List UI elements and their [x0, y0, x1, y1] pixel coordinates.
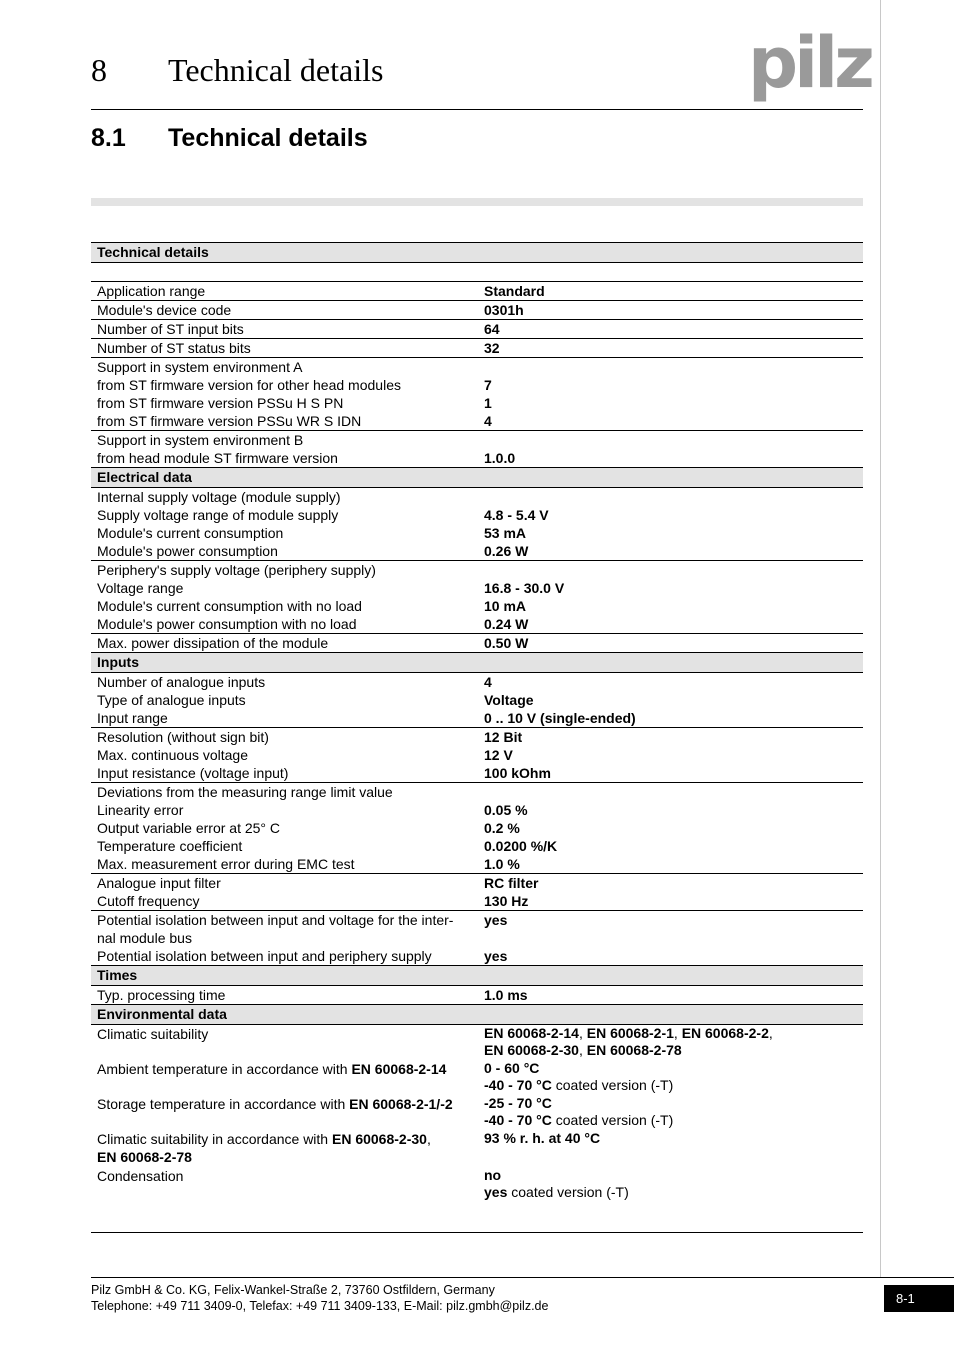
label-text: Storage temperature in accordance with: [97, 1096, 350, 1112]
standard: EN 60068-2-2: [681, 1025, 769, 1041]
value-text: 12 Bit: [484, 729, 523, 745]
standard: EN 60068-2-30: [484, 1042, 579, 1058]
section-header-label: Environmental data: [91, 1005, 863, 1025]
row-value: [478, 358, 863, 377]
table-row: [91, 764, 863, 783]
row-label: Number of analogue inputs: [97, 674, 266, 690]
row-label: Potential isolation between input and periphery supply: [91, 947, 478, 966]
value-text: 0.50 W: [484, 635, 529, 651]
pilz-logo: pilz: [748, 22, 871, 104]
table-section-header: [91, 653, 863, 673]
value-text: 1.0.0: [484, 450, 516, 466]
value-text: 0.05 %: [484, 802, 528, 818]
table-section-header: [91, 243, 863, 263]
row-value: [478, 615, 863, 634]
row-value: [478, 837, 863, 855]
separator: ,: [578, 1042, 587, 1058]
row-label: [91, 1130, 478, 1167]
row-label: [91, 1025, 478, 1061]
row-label: Module's power consumption with no load: [91, 615, 478, 634]
row-label: [91, 1060, 478, 1095]
section-number: 8.1: [91, 124, 126, 152]
technical-details-table: [91, 242, 863, 1202]
table-row: [91, 1167, 863, 1202]
row-label: Support in system environment B: [97, 432, 304, 448]
row-label: Potential isolation between input and voltage for the inter-nal module bus: [97, 912, 454, 946]
value-text: no: [484, 1167, 502, 1183]
table-row: [91, 837, 863, 855]
row-label: Module's device code: [91, 301, 478, 320]
value-text: 0 - 60 °C: [484, 1060, 540, 1076]
table-row: [91, 855, 863, 874]
row-value: [478, 431, 863, 450]
value-text: 4.8 - 5.4 V: [484, 507, 549, 523]
value-text: 64: [484, 321, 500, 337]
row-value: [478, 542, 863, 561]
row-value: [478, 874, 863, 893]
value-text: yes: [484, 948, 508, 964]
row-label: Input range: [91, 709, 478, 728]
row-label: Supply voltage range of module supply: [97, 507, 339, 523]
value-text: 16.8 - 30.0 V: [484, 580, 565, 596]
row-value: [478, 819, 863, 837]
table-row: [91, 358, 863, 377]
table-row: [91, 579, 863, 597]
row-value: [478, 488, 863, 507]
row-value: [478, 561, 863, 580]
table-row: [91, 986, 863, 1005]
row-value: [478, 449, 863, 468]
table-row: [91, 431, 863, 450]
table-row: [91, 634, 863, 653]
table-row: [91, 320, 863, 339]
section-title: Technical details: [168, 124, 368, 152]
value-text: 0.0200 %/K: [484, 838, 558, 854]
value-text: -25 - 70 °C: [484, 1095, 552, 1111]
table-row: [91, 892, 863, 911]
row-value: [478, 1130, 863, 1167]
value-text: 4: [484, 413, 492, 429]
table-row: [91, 561, 863, 580]
table-row: [91, 449, 863, 468]
table-row: [91, 728, 863, 747]
row-label: Input resistance (voltage input): [91, 764, 478, 783]
value-text: 0.24 W: [484, 616, 529, 632]
row-value: [478, 1060, 863, 1095]
table-section-header: [91, 1005, 863, 1025]
table-row: [91, 1060, 863, 1095]
value-text: 0 .. 10 V (single-ended): [484, 710, 636, 726]
row-value: [478, 801, 863, 819]
table-row: [91, 819, 863, 837]
label-text: Climatic suitability: [97, 1026, 209, 1042]
separator: ,: [426, 1131, 431, 1147]
label-text: Condensation: [97, 1168, 184, 1184]
row-label: Internal supply voltage (module supply): [97, 489, 341, 505]
value-note: coated version (-T): [507, 1184, 629, 1200]
row-label: Output variable error at 25° C: [97, 820, 281, 836]
footer-contact: Telephone: +49 711 3409-0, Telefax: +49 711 3409-133, E-Mail: pilz.gmbh@pilz.de: [91, 1299, 549, 1313]
row-value: [478, 746, 863, 764]
standard: EN 60068-2-78: [97, 1149, 192, 1165]
row-value: [478, 634, 863, 653]
label-text: Climatic suitability in accordance with: [97, 1131, 332, 1147]
row-label: Type of analogue inputs: [97, 692, 246, 708]
row-label: Temperature coefficient: [97, 838, 243, 854]
row-label: from ST firmware version for other head modules: [97, 377, 401, 393]
row-value: [478, 1025, 863, 1061]
value-text: 100 kOhm: [484, 765, 551, 781]
table-row: [91, 524, 863, 542]
row-value: [478, 911, 863, 948]
row-value: [478, 282, 863, 301]
footer-rule: [91, 1277, 954, 1278]
right-margin-line: [880, 0, 881, 1277]
row-value: [478, 986, 863, 1005]
value-text: 0301h: [484, 302, 524, 318]
table-row: [91, 301, 863, 320]
row-label: Max. measurement error during EMC test: [91, 855, 478, 874]
value-text: Voltage: [484, 692, 534, 708]
standard: EN 60068-2-1: [586, 1025, 674, 1041]
table-row: [91, 394, 863, 412]
standard: EN 60068-2-30: [331, 1131, 427, 1147]
separator: ,: [768, 1025, 773, 1041]
row-label: Max. continuous voltage: [97, 747, 248, 763]
value-note: coated version (-T): [551, 1112, 674, 1128]
value-text: RC filter: [484, 875, 539, 891]
row-value: [478, 947, 863, 966]
row-label: [91, 1167, 478, 1202]
value-text: 130 Hz: [484, 893, 529, 909]
row-value: [478, 524, 863, 542]
table-row: [91, 542, 863, 561]
row-label: Support in system environment A: [97, 359, 303, 375]
row-value: [478, 506, 863, 524]
section-header-label: Technical details: [91, 243, 863, 263]
standard: EN 60068-2-14: [484, 1025, 579, 1041]
separator: ,: [578, 1025, 587, 1041]
table-row: [91, 801, 863, 819]
value-text: yes: [484, 1184, 508, 1200]
row-value: [478, 376, 863, 394]
page-number: 8-1: [884, 1285, 954, 1312]
value-text: 10 mA: [484, 598, 527, 614]
value-text: 53 mA: [484, 525, 527, 541]
table-row: [91, 1130, 863, 1167]
section-header-label: Inputs: [91, 653, 863, 673]
row-value: [478, 597, 863, 615]
row-label: Deviations from the measuring range limit value: [97, 784, 393, 800]
row-label: from ST firmware version PSSu H S PN: [97, 395, 344, 411]
row-label: Linearity error: [97, 802, 184, 818]
value-text: yes: [484, 912, 508, 928]
row-value: [478, 855, 863, 874]
value-text: -40 - 70 °C: [484, 1077, 552, 1093]
row-label: from ST firmware version PSSu WR S IDN: [91, 412, 478, 431]
table-row: [91, 1095, 863, 1130]
value-text: Standard: [484, 283, 545, 299]
table-row: [91, 746, 863, 764]
section-header-label: Electrical data: [91, 468, 863, 488]
row-value: [478, 320, 863, 339]
table-bottom-rule: [91, 1232, 863, 1233]
row-value: [478, 728, 863, 747]
table-row: [91, 597, 863, 615]
separator-bar: [91, 198, 863, 206]
row-label: Module's current consumption with no load: [97, 598, 362, 614]
table-section-header: [91, 468, 863, 488]
table-row: [91, 282, 863, 301]
row-label: Max. power dissipation of the module: [91, 634, 478, 653]
value-text: 1.0 ms: [484, 987, 528, 1003]
table-row: [91, 874, 863, 893]
table-row: [91, 412, 863, 431]
row-label: Voltage range: [97, 580, 184, 596]
row-label: Typ. processing time: [91, 986, 478, 1005]
header-rule: [91, 109, 863, 110]
row-value: [478, 412, 863, 431]
row-value: [478, 1167, 863, 1202]
row-value: [478, 579, 863, 597]
table-row: [91, 911, 863, 948]
table-row: [91, 783, 863, 802]
row-label: Resolution (without sign bit): [97, 729, 269, 745]
row-label: Periphery's supply voltage (periphery supply): [97, 562, 376, 578]
row-value: [478, 709, 863, 728]
table-section-header: [91, 966, 863, 986]
row-label: from head module ST firmware version: [91, 449, 478, 468]
row-value: [478, 1095, 863, 1130]
separator: ,: [673, 1025, 682, 1041]
value-note: coated version (-T): [551, 1077, 674, 1093]
table-row: [91, 615, 863, 634]
standard: EN 60068-2-14: [351, 1061, 447, 1077]
section-header-label: Times: [91, 966, 863, 986]
value-text: 7: [484, 377, 492, 393]
value-text: 0.26 W: [484, 543, 529, 559]
table-row: [91, 488, 863, 507]
value-text: 1.0 %: [484, 856, 520, 872]
value-text: 12 V: [484, 747, 513, 763]
standard: EN 60068-2-78: [586, 1042, 682, 1058]
row-value: [478, 783, 863, 802]
row-value: [478, 339, 863, 358]
table-row: [91, 376, 863, 394]
row-value: [478, 691, 863, 709]
row-label: Number of ST input bits: [91, 320, 478, 339]
row-label: Application range: [91, 282, 478, 301]
table-row: [91, 506, 863, 524]
value-text: 1: [484, 395, 492, 411]
chapter-title: Technical details: [168, 52, 384, 88]
row-label: Analogue input filter: [97, 875, 221, 891]
row-label: Number of ST status bits: [91, 339, 478, 358]
row-value: [478, 764, 863, 783]
table-row: [91, 691, 863, 709]
row-label: Cutoff frequency: [91, 892, 478, 911]
table-row: [91, 947, 863, 966]
blank-row: [91, 263, 863, 282]
value-text: -40 - 70 °C: [484, 1112, 552, 1128]
footer-address: Pilz GmbH & Co. KG, Felix-Wankel-Straße 2, 73760 Ostfildern, Germany: [91, 1283, 495, 1297]
table-row: [91, 1025, 863, 1061]
label-text: Ambient temperature in accordance with: [97, 1061, 352, 1077]
row-value: [478, 673, 863, 692]
standard: EN 60068-2-1/-2: [349, 1096, 453, 1112]
chapter-number: 8: [91, 52, 107, 88]
row-value: [478, 892, 863, 911]
table-row: [91, 339, 863, 358]
value-text: 32: [484, 340, 500, 356]
row-label: Module's power consumption: [91, 542, 478, 561]
row-value: [478, 301, 863, 320]
value-text: 0.2 %: [484, 820, 520, 836]
value-text: 4: [484, 674, 492, 690]
row-label: Module's current consumption: [97, 525, 284, 541]
table-row: [91, 673, 863, 692]
table-row: [91, 709, 863, 728]
row-value: [478, 394, 863, 412]
value-text: 93 % r. h. at 40 °C: [484, 1130, 601, 1146]
row-label: [91, 1095, 478, 1130]
